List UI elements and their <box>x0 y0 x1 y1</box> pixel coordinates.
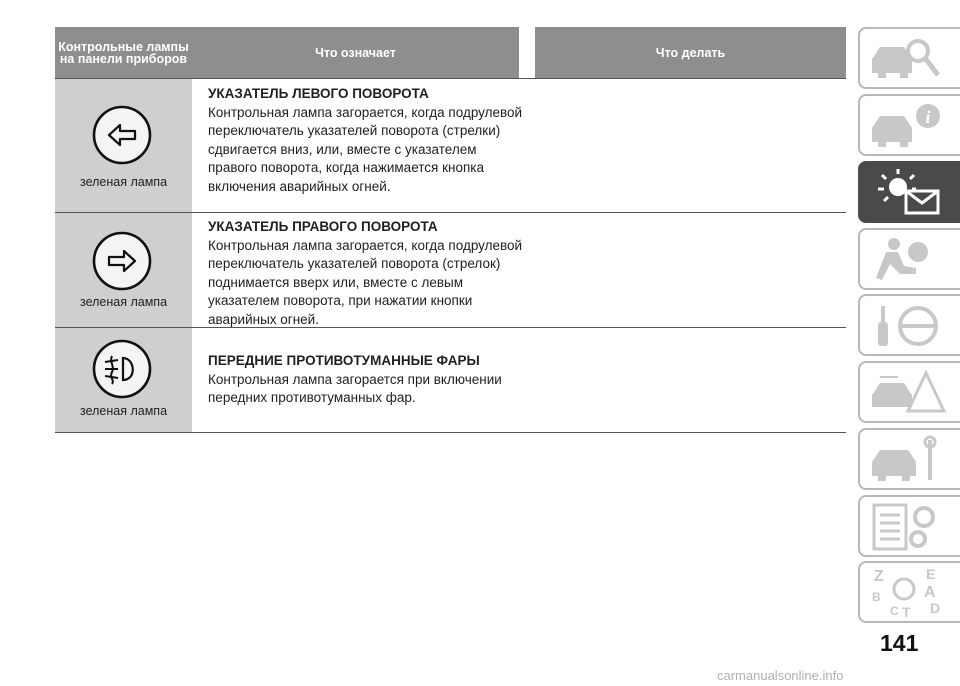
svg-text:i: i <box>925 107 931 127</box>
car-maintenance-wrench-icon <box>868 434 950 486</box>
warning-light-envelope-icon <box>868 167 950 219</box>
header-action: Что делать <box>535 27 846 78</box>
header-indicator-lamps: Контрольные лампы на панели приборов <box>55 27 192 78</box>
row-title: УКАЗАТЕЛЬ ЛЕВОГО ПОВОРОТА <box>208 86 429 101</box>
tab-index[interactable] <box>858 561 960 623</box>
spec-sheet-gears-icon <box>868 501 950 553</box>
page-number: 141 <box>880 630 919 656</box>
row-title: УКАЗАТЕЛЬ ПРАВОГО ПОВОРОТА <box>208 219 438 234</box>
header-meaning: Что означает <box>192 27 519 78</box>
tab-technical-data[interactable] <box>858 495 960 557</box>
tab-car-info[interactable] <box>858 94 960 156</box>
lamp-color-label: зеленая лампа <box>79 404 168 418</box>
car-emergency-triangle-icon <box>868 367 950 419</box>
index-letter: B <box>872 590 881 604</box>
table-row-left-turn <box>208 85 528 197</box>
tab-maintenance[interactable] <box>858 428 960 490</box>
row-title: ПЕРЕДНИЕ ПРОТИВОТУМАННЫЕ ФАРЫ <box>208 353 480 368</box>
key-steering-wheel-icon <box>868 300 950 352</box>
car-info-icon <box>868 100 950 152</box>
tab-warning-lights[interactable] <box>858 161 960 223</box>
front-fog-lights-icon <box>91 338 153 400</box>
tab-safety[interactable] <box>858 228 960 290</box>
left-turn-arrow-icon <box>91 104 153 166</box>
row-divider <box>55 78 846 79</box>
row-divider <box>55 212 846 213</box>
table-row-right-turn <box>208 218 528 330</box>
index-letter: T <box>902 604 911 619</box>
row-description: Контрольная лампа загорается, когда подрулевой переключатель указателей поворота (стрелок) поднимается вверх или, вместе с левым указателем поворота, при нажатии кнопки аварийных огней. <box>208 237 523 327</box>
airbag-passenger-icon <box>868 234 950 286</box>
row-divider <box>55 432 846 433</box>
tab-starting-driving[interactable] <box>858 294 960 356</box>
right-turn-arrow-icon <box>91 230 153 292</box>
alphabet-index-icon <box>868 567 950 619</box>
row-description: Контрольная лампа загорается при включении передних противотуманных фар. <box>208 371 502 406</box>
watermark: carmanualsonline.info <box>717 668 844 683</box>
index-letter: E <box>926 567 936 582</box>
index-letter: A <box>924 584 936 601</box>
table-row-front-fog <box>208 352 528 408</box>
row-description: Контрольная лампа загорается, когда подрулевой переключатель указателей поворота (стрелки) сдвигается вниз, или, вместе с указателем правого поворота, когда нажимается кнопка включения аварийных огней. <box>208 104 523 194</box>
tab-emergency[interactable] <box>858 361 960 423</box>
lamp-color-label: зеленая лампа <box>79 295 168 309</box>
index-letter: C <box>890 604 899 618</box>
tab-car-search[interactable] <box>858 27 960 89</box>
car-search-icon <box>868 33 950 85</box>
lamp-color-label: зеленая лампа <box>79 175 168 189</box>
index-letter: D <box>930 600 941 616</box>
index-letter: Z <box>874 568 884 585</box>
